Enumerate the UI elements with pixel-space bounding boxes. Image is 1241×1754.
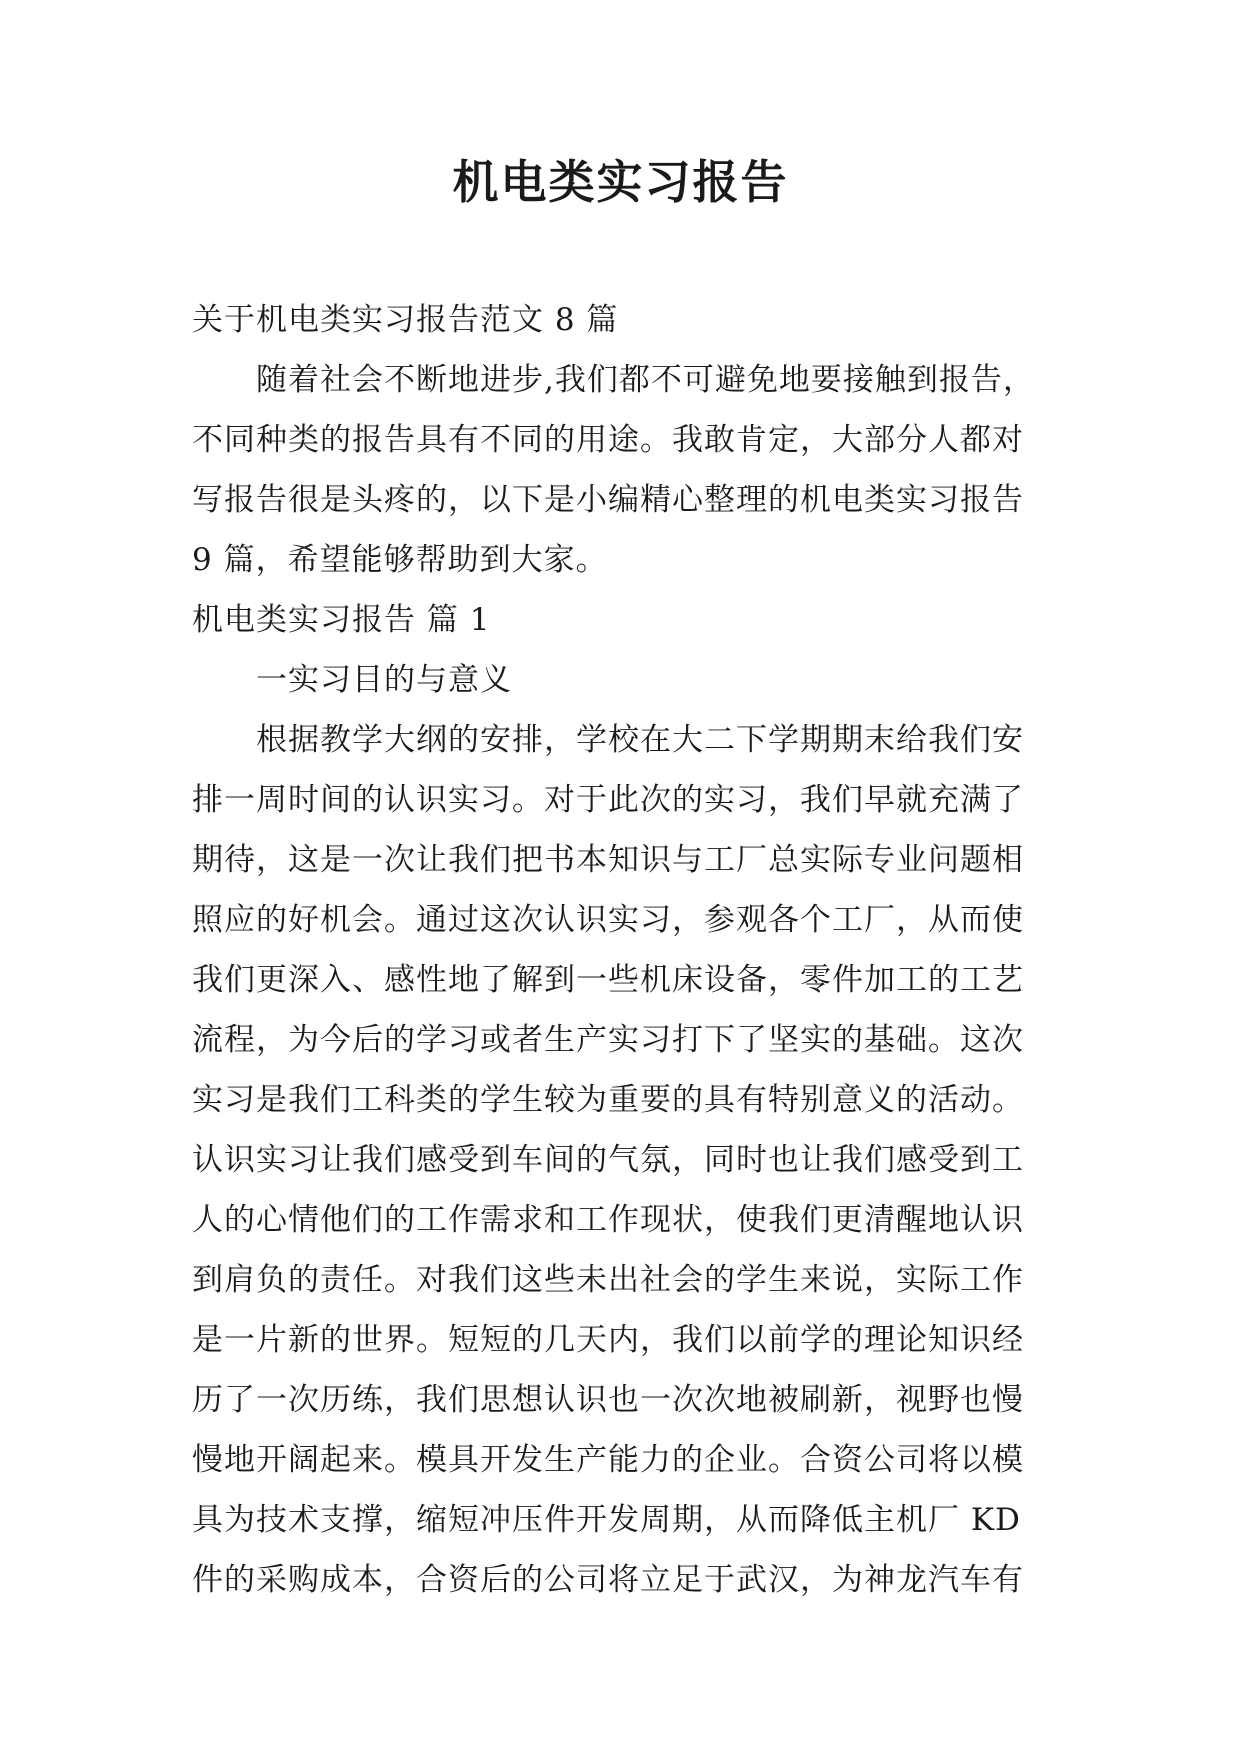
text-line: 根据教学大纲的安排，学校在大二下学期期末给我们安 — [256, 722, 1024, 758]
text-line: 具为技术支撑，缩短冲压件开发周期，从而降低主机厂 KD — [192, 1502, 1021, 1538]
text-line: 慢地开阔起来。模具开发生产能力的企业。合资公司将以模 — [192, 1442, 1024, 1478]
document-title: 机电类实习报告 — [452, 155, 789, 209]
text-line: 人的心情他们的工作需求和工作现状，使我们更清醒地认识 — [192, 1202, 1024, 1238]
text-line: 排一周时间的认识实习。对于此次的实习，我们早就充满了 — [192, 782, 1024, 818]
text-line: 流程，为今后的学习或者生产实习打下了坚实的基础。这次 — [192, 1022, 1024, 1058]
text-line: 期待，这是一次让我们把书本知识与工厂总实际专业问题相 — [192, 842, 1024, 878]
text-line: 不同种类的报告具有不同的用途。我敢肯定，大部分人都对 — [192, 422, 1024, 458]
document-body — [192, 290, 1072, 1610]
text-line: 9 篇，希望能够帮助到大家。 — [192, 542, 608, 578]
text-line: 历了一次历练，我们思想认识也一次次地被刷新，视野也慢 — [192, 1382, 1024, 1418]
text-line: 一实习目的与意义 — [256, 662, 512, 698]
text-line: 关于机电类实习报告范文 8 篇 — [192, 302, 619, 338]
text-line: 件的采购成本，合资后的公司将立足于武汉，为神龙汽车有 — [192, 1562, 1024, 1598]
text-line: 写报告很是头疼的，以下是小编精心整理的机电类实习报告 — [192, 482, 1024, 518]
text-line: 认识实习让我们感受到车间的气氛，同时也让我们感受到工 — [192, 1142, 1024, 1178]
text-line: 实习是我们工科类的学生较为重要的具有特别意义的活动。 — [192, 1082, 1024, 1118]
text-line: 机电类实习报告 篇 1 — [192, 602, 491, 638]
text-line: 到肩负的责任。对我们这些未出社会的学生来说，实际工作 — [192, 1262, 1024, 1298]
text-line: 随着社会不断地进步,我们都不可避免地要接触到报告， — [256, 362, 1035, 398]
text-line: 是一片新的世界。短短的几天内，我们以前学的理论知识经 — [192, 1322, 1024, 1358]
text-line: 我们更深入、感性地了解到一些机床设备，零件加工的工艺 — [192, 962, 1024, 998]
text-line: 照应的好机会。通过这次认识实习，参观各个工厂，从而使 — [192, 902, 1024, 938]
